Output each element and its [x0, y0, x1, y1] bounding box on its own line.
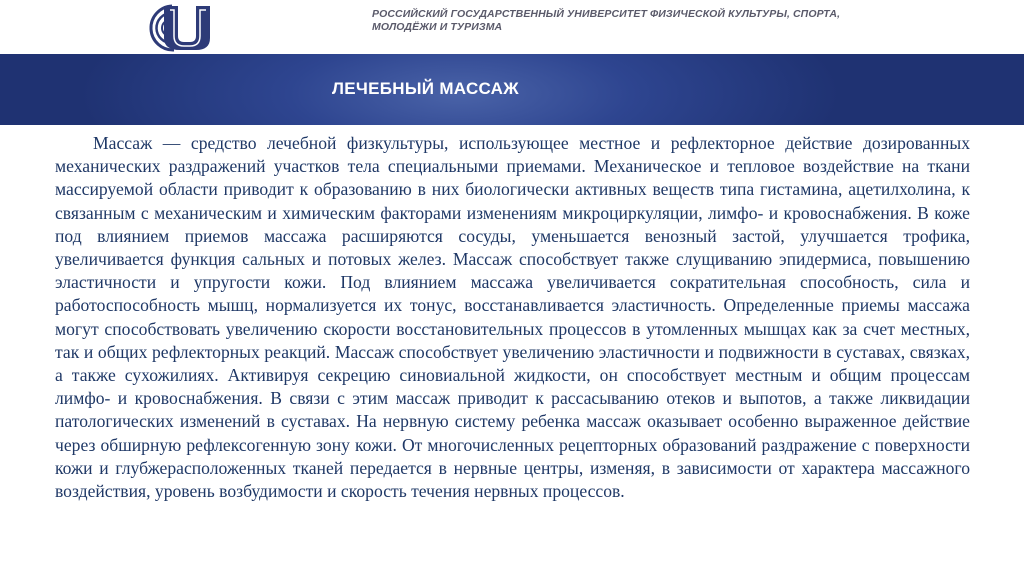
body-text: Массаж — средство лечебной физкультуры, использующее местное и рефлекторное действие дозированных механических раздражений участков тела специальными приемами. Механическое и тепловое воздействие на ткани массируемой области приводит к образованию в них биологически активных веществ типа гистамина, ацетилхолина, к связанным с механическим и химическим факторами изменениям микроциркуляции, лимфо- и кровоснабжения. В коже под влиянием приемов массажа расширяются сосуды, уменьшается венозный застой, улучшается трофика, увеличивается функция сальных и потовых желез. Массаж способствует также слущиванию эпидермиса, повышению эластичности и упругости кожи. Под влиянием массажа увеличивается сократительная способность, сила и работоспособность мышц, нормализуется их тонус, восстанавливается эластичность. Определенные приемы массажа могут способствовать увеличению скорости восстановительных процессов в утомленных мышцах как за счет местных, так и общих рефлекторных реакций. Массаж способствует увеличению эластичности и подвижности в суставах, связках, а также сухожилиях. Активируя секрецию синовиальной жидкости, он способствует местным и общим процессам лимфо- и кровоснабжения. В связи с этим массаж приводит к рассасыванию отеков и выпотов, а также ликвидации патологических изменений в суставах. На нервную систему ребенка массаж оказывает особенно выраженное действие через обширную рефлексогенную зону кожи. От многочисленных рецепторных образований раздражение с поверхности кожи и глубжерасположенных тканей передается в нервные центры, изменяя, в зависимости от характера массажного воздействия, уровень возбудимости и скорость течения нервных процессов. — [55, 133, 970, 502]
university-name-line2: МОЛОДЁЖИ И ТУРИЗМА — [372, 21, 503, 33]
page-title: ЛЕЧЕБНЫЙ МАССАЖ — [332, 79, 519, 98]
university-logo-icon — [134, 2, 216, 54]
university-name — [372, 8, 972, 34]
university-name-line1: РОССИЙСКИЙ ГОСУДАРСТВЕННЫЙ УНИВЕРСИТЕТ ФИЗИЧЕСКОЙ КУЛЬТУРЫ, СПОРТА, — [372, 8, 841, 20]
title-banner — [0, 54, 1024, 125]
page-header — [0, 0, 1024, 54]
